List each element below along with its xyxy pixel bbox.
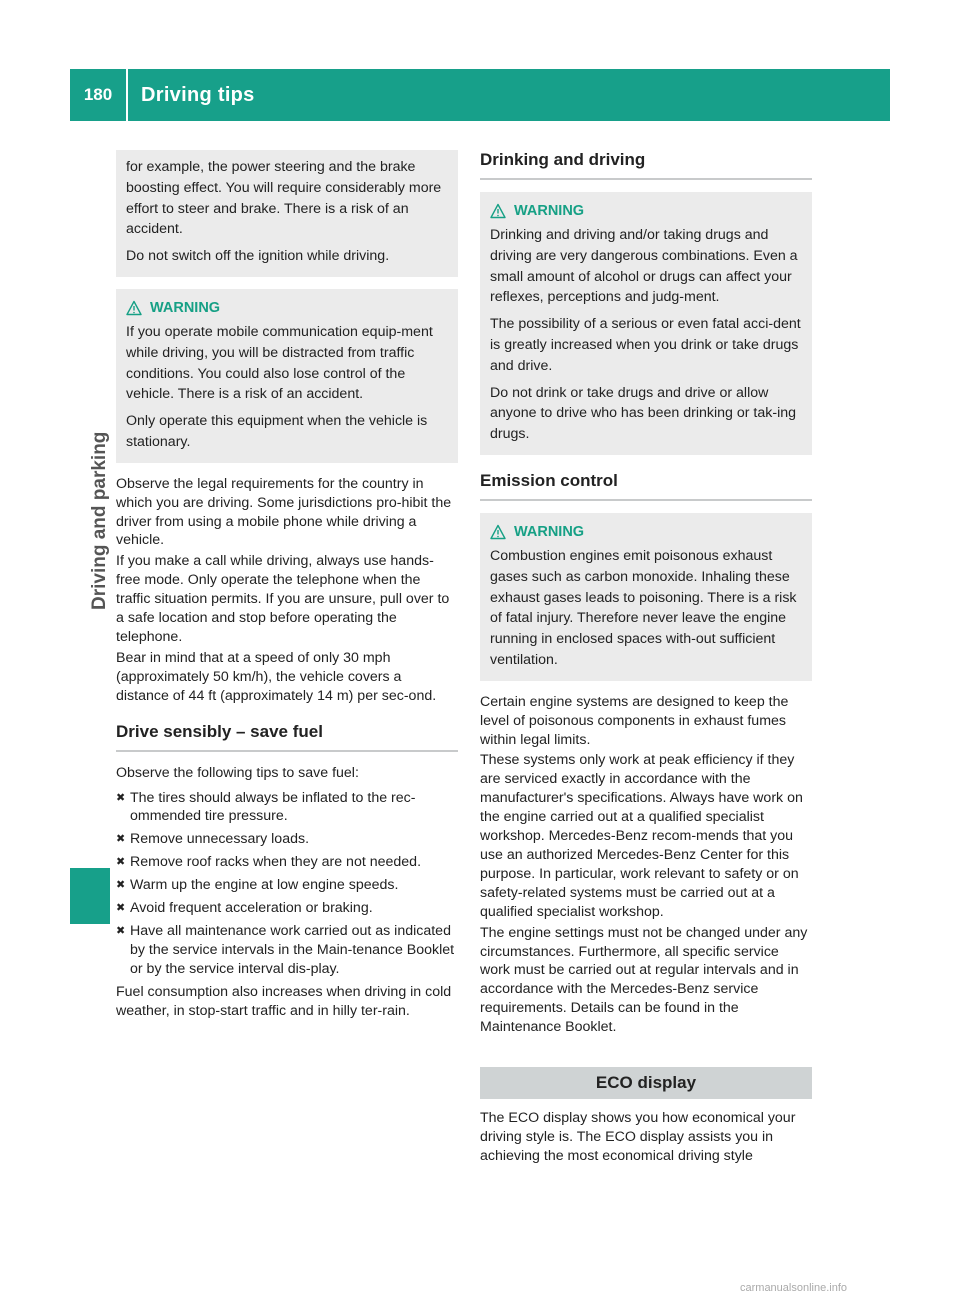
warning-box	[116, 289, 458, 463]
section-tab-marker	[70, 868, 110, 924]
section-heading-emission: Emission control	[480, 471, 812, 501]
page-title: Driving tips	[141, 83, 255, 106]
arrow-bullet-icon: ✖	[116, 856, 126, 869]
warning-box	[480, 192, 812, 455]
list-item-text: Remove unnecessary loads.	[130, 831, 310, 848]
left-column	[116, 150, 458, 1023]
arrow-bullet-icon: ✖	[116, 833, 126, 846]
warning-text: for example, the power steering and the brake boosting effect. You will require considerably more effort to steer and brake. There is a risk of an accident.	[126, 159, 442, 238]
warning-continued-box	[116, 150, 458, 277]
list-item	[116, 876, 458, 895]
list-item-text: Warm up the engine at low engine speeds.	[130, 877, 399, 894]
body-paragraph: If you make a call while driving, always use hands-free mode. Only operate the telephone when the traffic situation permits. If you are unsure, pull over to a safe location and stop before operating the telephone.	[116, 553, 450, 646]
warning-text: Do not switch off the ignition while driving.	[126, 248, 390, 265]
arrow-bullet-icon: ✖	[116, 902, 126, 915]
body-paragraph: The ECO display shows you how economical your driving style is. The ECO display assists you in achieving the most economical driving style	[480, 1110, 796, 1164]
list-item-text: The tires should always be inflated to the rec-ommended tire pressure.	[130, 789, 416, 825]
warning-heading	[490, 203, 802, 219]
arrow-bullet-icon: ✖	[116, 879, 126, 892]
warning-text: The possibility of a serious or even fatal acci-dent is greatly increased when you drink or take drugs and drive.	[490, 316, 801, 374]
body-paragraph: Fuel consumption also increases when driving in cold weather, in stop-start traffic and in hilly ter-rain.	[116, 983, 452, 1019]
arrow-bullet-icon: ✖	[116, 791, 126, 804]
list-item-text: Remove roof racks when they are not needed.	[130, 854, 422, 871]
warning-triangle-icon	[490, 524, 506, 540]
warning-text: Do not drink or take drugs and drive or allow anyone to drive who has been drinking or tak-ing drugs.	[490, 384, 797, 443]
list-item	[116, 853, 458, 872]
list-item-text: Have all maintenance work carried out as indicated by the service intervals in the Main-tenance Booklet or by the service interval dis-play.	[130, 922, 455, 977]
body-paragraph: Certain engine systems are designed to keep the level of poisonous components in exhaust fumes within legal limits.	[480, 693, 789, 748]
body-paragraph: The engine settings must not be changed under any circumstances. Furthermore, all specific service work must be carried out at regular intervals and in accordance with the Mercedes-Benz service requirements. Details can be found in the Maintenance Booklet.	[480, 924, 808, 1036]
body-paragraph: These systems only work at peak efficiency if they are serviced exactly in accordance with the manufacturer's specifications. Always have work on the engine carried out at a qualified specialist workshop. Mercedes-Benz recom-mends that you use an authorized Mercedes-Benz Center for this purpose. In particular, work relevant to safety or on safety-related systems must be carried out at a qualified specialist workshop.	[480, 752, 803, 920]
list-item	[116, 789, 458, 827]
arrow-bullet-icon: ✖	[116, 924, 126, 937]
page-number: 180	[83, 85, 113, 104]
section-tab-label: Driving and parking	[89, 431, 110, 610]
watermark-link[interactable]: carmanualsonline.info	[740, 1282, 848, 1294]
body-paragraph: Observe the legal requirements for the country in which you are driving. Some jurisdictions pro-hibit the driver from using a mobile phone while driving a vehicle.	[116, 475, 452, 549]
list-item	[116, 899, 458, 918]
warning-label: WARNING	[514, 203, 585, 219]
section-heading-fuel: Drive sensibly – save fuel	[116, 722, 458, 752]
warning-text: Only operate this equipment when the vehicle is stationary.	[126, 413, 428, 450]
list-item-text: Avoid frequent acceleration or braking.	[130, 900, 373, 917]
right-column	[480, 150, 812, 1168]
section-heading-drinking: Drinking and driving	[480, 150, 812, 180]
warning-heading	[490, 524, 802, 540]
warning-box	[480, 513, 812, 681]
warning-label: WARNING	[150, 299, 221, 316]
body-paragraph: Observe the following tips to save fuel:	[116, 764, 359, 781]
list-item	[116, 830, 458, 849]
warning-triangle-icon	[126, 300, 142, 316]
header-divider	[126, 69, 128, 121]
warning-heading	[126, 300, 448, 316]
warning-label: WARNING	[514, 523, 585, 540]
body-paragraph: Bear in mind that at a speed of only 30 mph (approximately 50 km/h), the vehicle covers a distance of 44 ft (approximately 14 m) per sec-ond.	[116, 649, 437, 704]
warning-triangle-icon	[490, 203, 506, 219]
warning-text: Drinking and driving and/or taking drugs and driving are very dangerous combinations. Even a small amount of alcohol or drugs can affect your reflexes, perceptions and judg-ment.	[490, 227, 798, 306]
warning-text: Combustion engines emit poisonous exhaust gases such as carbon monoxide. Inhaling these exhaust gases leads to poisoning. There is a risk of fatal injury. Therefore never leave the engine running in enclosed spaces with-out sufficient ventilation.	[490, 547, 797, 668]
list-item	[116, 922, 458, 979]
section-heading-eco: ECO display	[480, 1067, 812, 1099]
warning-text: If you operate mobile communication equip-ment while driving, you will be distracted from traffic conditions. You could also lose control of the vehicle. There is a risk of an accident.	[126, 323, 433, 403]
